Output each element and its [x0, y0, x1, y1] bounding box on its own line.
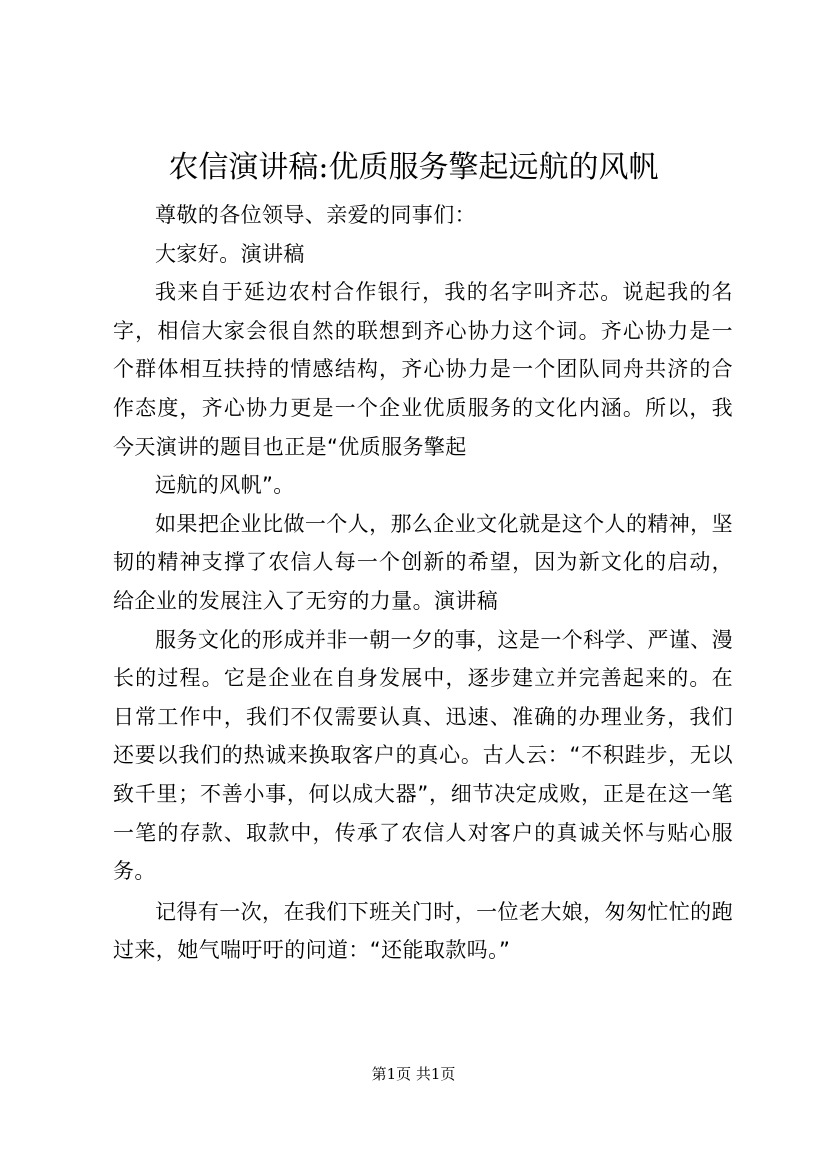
paragraph-anecdote: 记得有一次，在我们下班关门时，一位老大娘，匆匆忙忙的跑过来，她气喘吁吁的问道：“还能取款吗。”: [113, 899, 733, 963]
paragraph-introduction: 我来自于延边农村合作银行，我的名字叫齐芯。说起我的名字，相信大家会很自然的联想到齐心协力这个词。齐心协力是一个群体相互扶持的情感结构，齐心协力是一个团队同舟共济的合作态度，齐心协力更是一个企业优质服务的文化内涵。所以，我今天演讲的题目也正是“优质服务擎起: [113, 280, 733, 459]
document-body: [113, 196, 733, 970]
paragraph-service-culture: 服务文化的形成并非一朝一夕的事，这是一个科学、严谨、漫长的过程。它是企业在自身发展中，逐步建立并完善起来的。在日常工作中，我们不仅需要认真、迅速、准确的办理业务，我们还要以我们的热诚来换取客户的真心。古人云：“不积跬步，无以致千里；不善小事，何以成大器”，细节决定成败，正是在这一笔一笔的存款、取款中，传承了农信人对客户的真诚关怀与贴心服务。: [113, 627, 733, 884]
paragraph-corporate-culture: 如果把企业比做一个人，那么企业文化就是这个人的精神，坚韧的精神支撑了农信人每一个创新的希望，因为新文化的启动，给企业的发展注入了无穷的力量。演讲稿: [113, 511, 733, 613]
paragraph-greeting: 大家好。演讲稿: [155, 241, 305, 266]
paragraph-salutation: 尊敬的各位领导、亲爱的同事们：: [155, 203, 476, 227]
page-footer: 第1页 共1页: [371, 1065, 456, 1083]
document-title: 农信演讲稿:优质服务擎起远航的风帆: [168, 150, 659, 185]
paragraph-topic-continuation: 远航的风帆”。: [155, 473, 295, 498]
